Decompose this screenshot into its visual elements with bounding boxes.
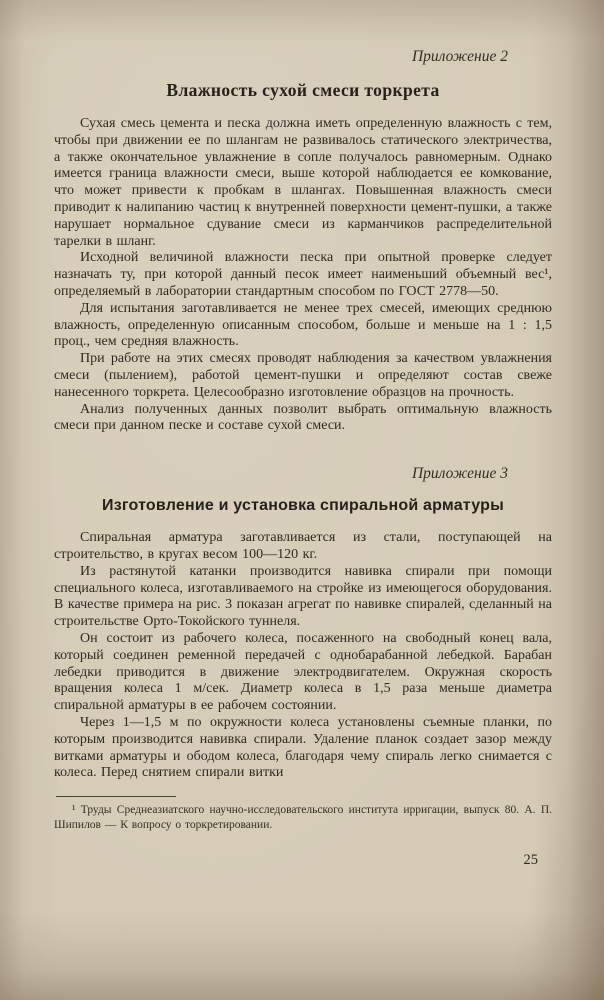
footnote-separator-rule [56, 796, 176, 797]
appendix-2-section [54, 48, 552, 435]
appendix-2-body [54, 116, 552, 435]
paragraph: Из растянутой катанки производится навивка спирали при помощи специального колеса, изготавливаемого на стройке из имеющегося оборудования. В качестве примера на рис. 3 показан агрегат по навивке спиралей, сделанный на строительстве Орто-Токойского туннеля. [54, 563, 552, 630]
footnote-text: ¹ Труды Среднеазиатского научно-исследовательского института ирригации, выпуск 80. А. П. Шипилов — К вопросу о торкретировании. [54, 804, 552, 831]
appendix-3-body [54, 530, 552, 782]
paragraph: Спиральная арматура заготавливается из стали, поступающей на строительство, в кругах весом 100—120 кг. [54, 530, 552, 562]
appendix-2-title: Влажность сухой смеси торкрета [166, 80, 440, 100]
appendix-3-label: Приложение 3 [411, 465, 508, 483]
appendix-2-label: Приложение 2 [411, 48, 508, 65]
appendix-3-section [54, 465, 552, 782]
footnote-block [54, 796, 552, 832]
paragraph: Для испытания заготавливается не менее трех смесей, имеющих среднюю влажность, определенную описанным способом, больше и меньше на 1 : 1,5 проц., чем средняя влажность. [54, 300, 552, 350]
paragraph: При работе на этих смесях проводят наблюдения за качеством увлажнения смеси (пылением), работой цемент-пушки и определяют состав свеже нанесенного торкрета. Целесообразно изготовление образцов на прочность. [54, 351, 552, 400]
appendix-3-title: Изготовление и установка спиральной арматуры [102, 497, 504, 515]
paragraph: Анализ полученных данных позволит выбрать оптимальную влажность смеси при данном песке и составе сухой смеси. [54, 401, 552, 434]
paragraph: Сухая смесь цемента и песка должна иметь определенную влажность с тем, чтобы при движении ее по шлангам не развивалось статического электричества, а также окончательное увлажнение в сопле получалось равномерным. Однако имеется граница влажности смеси, выше которой наблюдается ее комкование, что может привести к пробкам в шлангах. Повышенная влажность смеси приводит к налипанию частиц к внутренней поверхности цемент-пушки, а также нарушает нормальное сдувание смеси из карманчиков распределительной тарелки в шланг. [54, 116, 552, 249]
paragraph: Через 1—1,5 м по окружности колеса установлены съемные планки, по которым производится навивка спирали. Удаление планок создает зазор между витками арматуры и ободом колеса, благодаря чему спираль легко снимается с колеса. Перед снятием спирали витки [54, 714, 552, 781]
page-number: 25 [523, 852, 538, 869]
paragraph: Исходной величиной влажности песка при опытной проверке следует назначать ту, при которой данный песок имеет наименьший объемный вес¹, определяемый в лаборатории стандартным способом по ГОСТ 2778—50. [54, 250, 552, 299]
paragraph: Он состоит из рабочего колеса, посаженного на свободный конец вала, который соединен ременной передачей с однобарабанной лебедкой. Барабан лебедки приводится в движение электродвигателем. Окружная скорость вращения колеса 1 м/сек. Диаметр колеса в 1,5 раза меньше диаметра спиральной арматуры в ее рабочем состоянии. [54, 630, 552, 714]
